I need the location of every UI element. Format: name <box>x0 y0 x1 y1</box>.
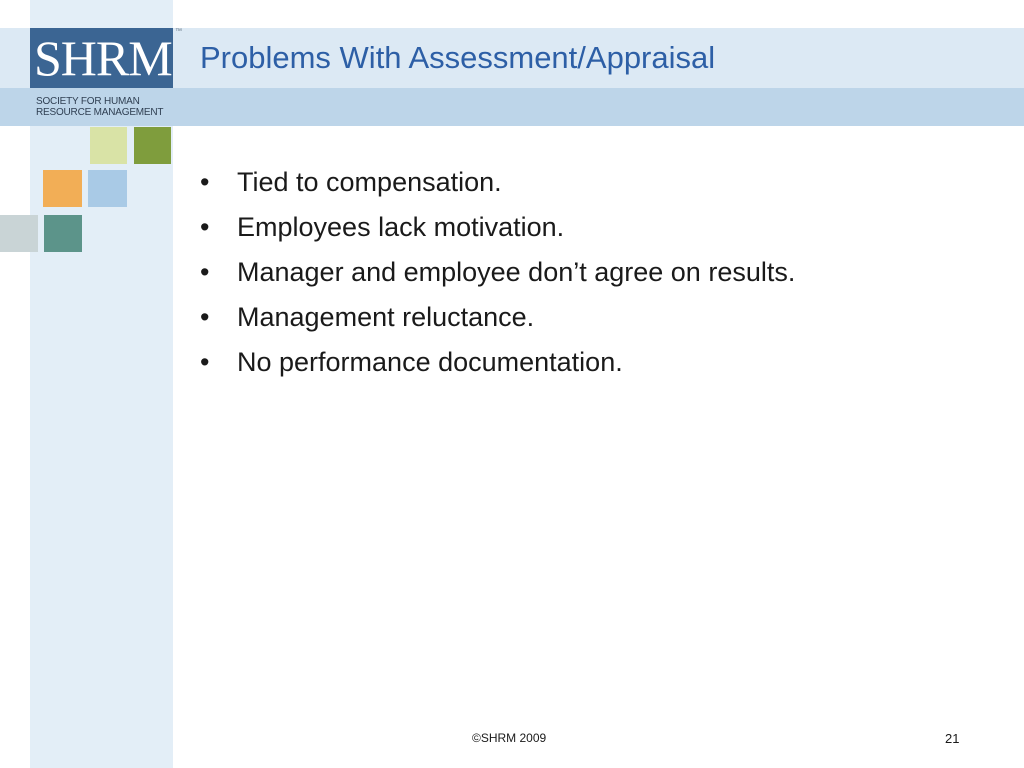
decorative-square-teal <box>44 215 82 252</box>
slide-title: Problems With Assessment/Appraisal <box>200 40 716 75</box>
decorative-square-light-blue <box>88 170 127 207</box>
bullet-item: • Tied to compensation. <box>200 160 795 205</box>
decorative-square-olive-green <box>134 127 171 164</box>
logo-letters: SHRM <box>34 30 172 86</box>
decorative-square-orange <box>43 170 82 207</box>
decorative-square-light-gray <box>0 215 38 252</box>
bullet-item: • No performance documentation. <box>200 340 795 385</box>
shrm-logo <box>30 28 182 126</box>
footer-copyright: ©SHRM 2009 <box>472 731 547 745</box>
bullet-item: • Management reluctance. <box>200 295 795 340</box>
decorative-square-light-yellow-green <box>90 127 127 164</box>
logo-tagline: SOCIETY FOR HUMAN RESOURCE MANAGEMENT <box>36 96 164 118</box>
page-number: 21 <box>945 731 960 746</box>
bullet-item: • Employees lack motivation. <box>200 205 795 250</box>
logo-box <box>30 28 173 88</box>
trademark-symbol: ™ <box>175 28 182 35</box>
bullet-item: • Manager and employee don’t agree on results. <box>200 250 795 295</box>
bullet-list <box>200 160 795 385</box>
